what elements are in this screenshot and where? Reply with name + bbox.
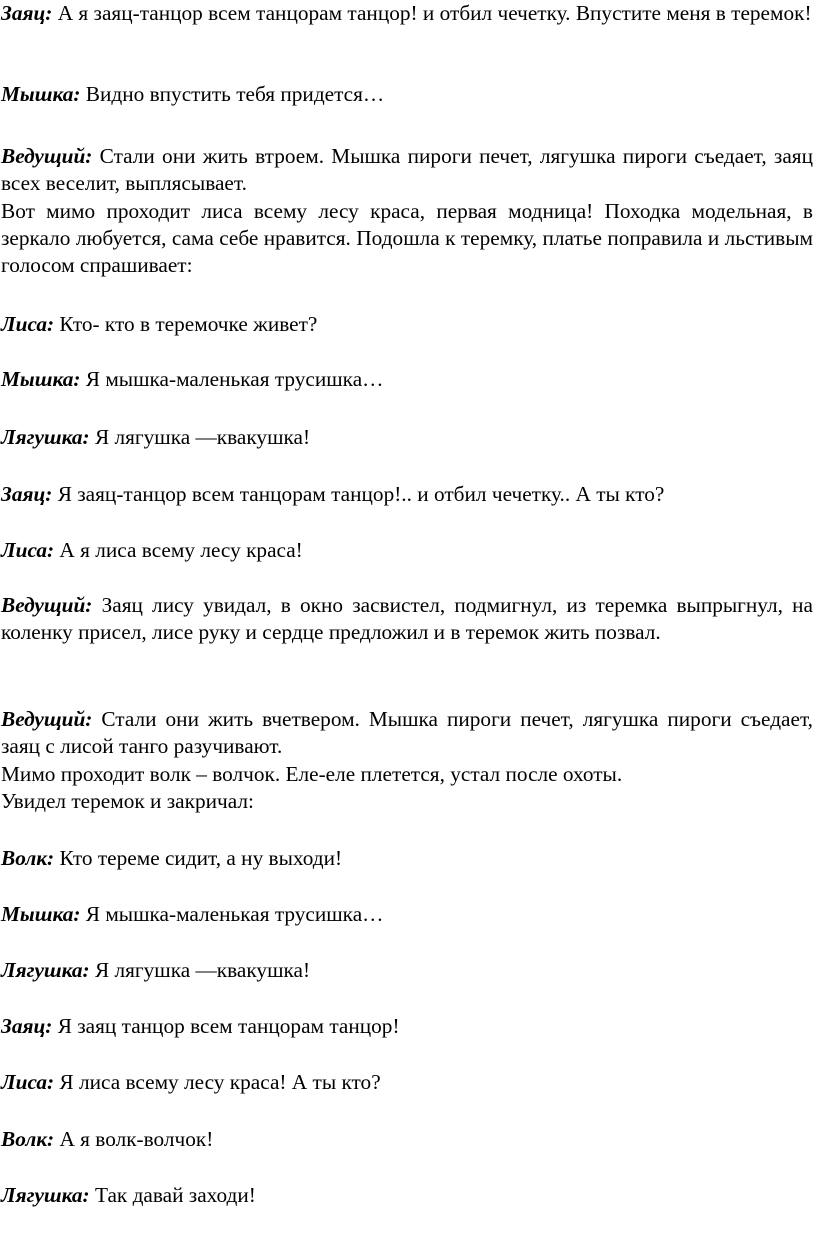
speaker-label: Мышка: (1, 367, 81, 391)
paragraph-text: Я заяц танцор всем танцорам танцор! (52, 1014, 400, 1038)
paragraph-text: Стали они жить втроем. Мышка пироги печет, лягушка пироги съедает, заяц всех веселит, выплясывает. (1, 144, 813, 195)
paragraph-fox-1 (1, 311, 813, 338)
paragraph-frog-2 (1, 957, 813, 984)
paragraph-mouse-1 (1, 81, 813, 108)
speaker-label: Мышка: (1, 902, 81, 926)
paragraph-narrator-3 (1, 706, 813, 760)
speaker-label: Волк: (1, 1127, 55, 1151)
paragraph-wolf-1 (1, 845, 813, 872)
paragraph-hare-3 (1, 1013, 813, 1040)
paragraph-text: Вот мимо проходит лиса всему лесу краса, первая модница! Походка модельная, в зеркало любуется, сама себе нравится. Подошла к теремку, платье поправила и льстивым голосом спрашивает: (1, 199, 813, 277)
paragraph-narration-wolf-shouts (1, 788, 813, 815)
speaker-label: Заяц: (1, 1014, 53, 1038)
speaker-label: Волк: (1, 846, 55, 870)
paragraph-narrator-1 (1, 143, 813, 197)
speaker-label: Заяц: (1, 1, 53, 25)
paragraph-fox-2 (1, 537, 813, 564)
paragraph-text: Я лиса всему лесу краса! А ты кто? (54, 1070, 381, 1094)
paragraph-fox-3 (1, 1069, 813, 1096)
paragraph-text: Так давай заходи! (89, 1183, 256, 1207)
paragraph-frog-1 (1, 424, 813, 451)
paragraph-text: Стали они жить вчетвером. Мышка пироги печет, лягушка пироги съедает, заяц с лисой танго разучивают. (1, 707, 813, 758)
paragraph-hare-2 (1, 481, 813, 508)
paragraph-text: Видно впустить тебя придется… (80, 82, 385, 106)
speaker-label: Ведущий: (1, 707, 93, 731)
paragraph-wolf-2 (1, 1126, 813, 1153)
speaker-label: Заяц: (1, 482, 53, 506)
paragraph-text: Мимо проходит волк – волчок. Еле-еле плетется, устал после охоты. (1, 762, 623, 786)
speaker-label: Мышка: (1, 82, 81, 106)
paragraph-text: А я волк-волчок! (54, 1127, 214, 1151)
paragraph-text: Заяц лису увидал, в окно засвистел, подмигнул, из теремка выпрыгнул, на коленку присел, лисе руку и сердце предложил и в теремок жить позвал. (1, 593, 813, 644)
paragraph-hare-1 (1, 0, 813, 27)
speaker-label: Лиса: (1, 1070, 55, 1094)
paragraph-frog-3 (1, 1182, 813, 1209)
paragraph-text: Кто- кто в теремочке живет? (54, 312, 318, 336)
speaker-label: Лягушка: (1, 1183, 90, 1207)
paragraph-text: Я мышка-маленькая трусишка… (80, 902, 384, 926)
paragraph-text: Увидел теремок и закричал: (1, 789, 254, 813)
speaker-label: Ведущий: (1, 144, 93, 168)
paragraph-text: А я лиса всему лесу краса! (54, 538, 303, 562)
paragraph-text: А я заяц-танцор всем танцорам танцор! и отбил чечетку. Впустите меня в теремок! (52, 1, 812, 25)
paragraph-narration-wolf-arrives (1, 761, 813, 788)
speaker-label: Лиса: (1, 312, 55, 336)
paragraph-narrator-2 (1, 592, 813, 646)
paragraph-mouse-3 (1, 901, 813, 928)
paragraph-text: Я лягушка —квакушка! (89, 958, 311, 982)
paragraph-narration-fox-arrives (1, 198, 813, 279)
paragraph-mouse-2 (1, 366, 813, 393)
paragraph-text: Кто тереме сидит, а ну выходи! (54, 846, 343, 870)
paragraph-text: Я мышка-маленькая трусишка… (80, 367, 384, 391)
speaker-label: Ведущий: (1, 593, 93, 617)
speaker-label: Лягушка: (1, 958, 90, 982)
paragraph-text: Я лягушка —квакушка! (89, 425, 311, 449)
paragraph-text: Я заяц-танцор всем танцорам танцор!.. и отбил чечетку.. А ты кто? (52, 482, 665, 506)
speaker-label: Лиса: (1, 538, 55, 562)
speaker-label: Лягушка: (1, 425, 90, 449)
